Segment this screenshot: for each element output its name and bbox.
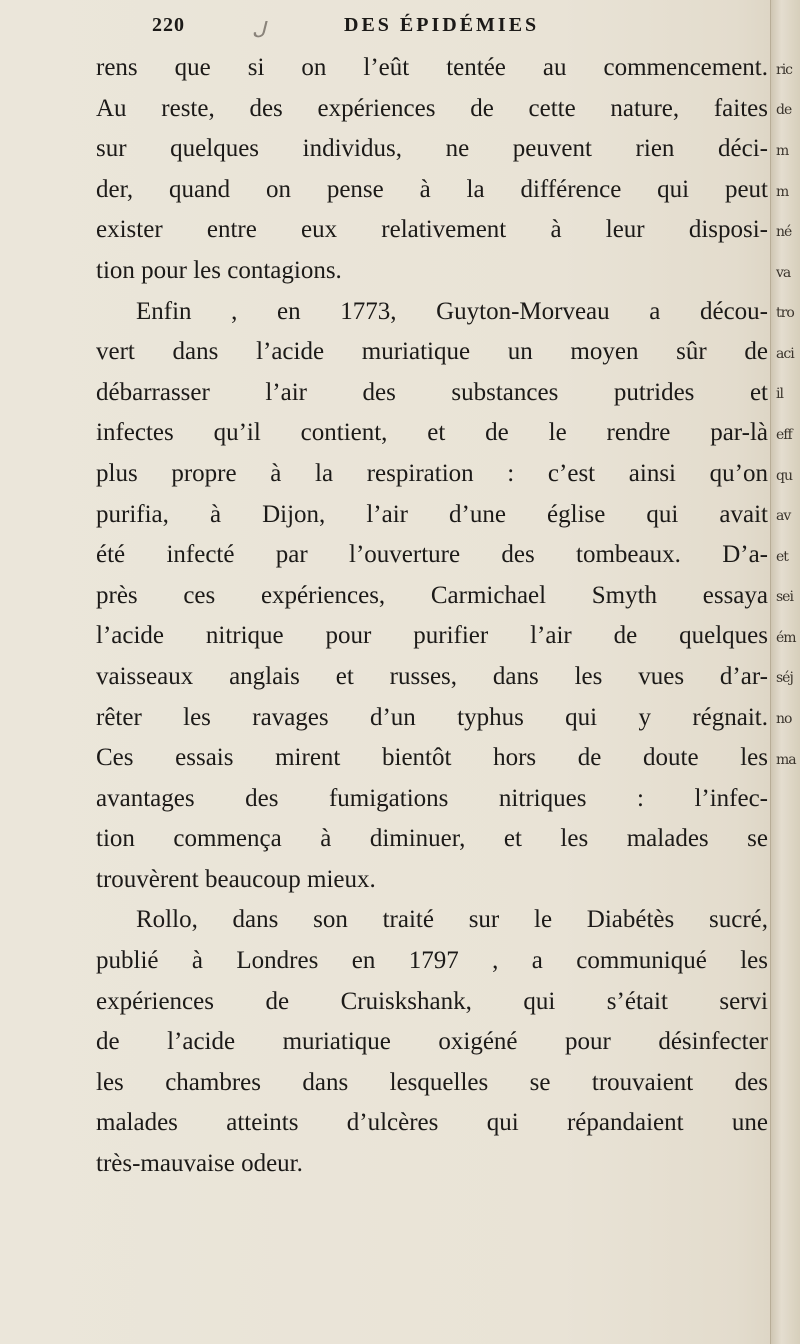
bleed-fragment: tro [776,305,794,321]
bleed-fragment: qu [776,468,792,484]
text-line: tion commença à diminuer, et les malades se [96,825,768,853]
text-line: vert dans l’acide muriatique un moyen sûr de [96,338,768,366]
body-text [96,48,768,1185]
bleed-fragment: et [776,549,788,565]
bleed-fragment: il [776,386,783,402]
bleed-fragment: séj [776,670,793,686]
bleed-fragment: sei [776,589,793,605]
page-header [152,8,752,44]
text-line: sur quelques individus, ne peuvent rien déci- [96,135,768,163]
bleed-fragment: aci [776,346,794,362]
text-line: été infecté par l’ouverture des tombeaux. D’a- [96,541,768,569]
bleed-fragment: de [776,102,792,118]
bleed-fragment: no [776,711,792,727]
text-line: expériences de Cruiskshank, qui s’était servi [96,987,768,1015]
text-line: Rollo, dans son traité sur le Diabétès sucré, [136,906,768,934]
text-line: l’acide nitrique pour purifier l’air de quelques [96,622,768,650]
running-head: DES ÉPIDÉMIES [344,14,540,36]
text-line: de l’acide muriatique oxigéné pour désinfecter [96,1028,768,1056]
text-line: tion pour les contagions. [96,256,342,284]
page-number: 220 [152,14,185,36]
bleed-fragment: av [776,508,791,524]
text-line: près ces expériences, Carmichael Smyth essaya [96,581,768,609]
text-line: rens que si on l’eût tentée au commencement. [96,54,768,81]
bleed-fragment: va [776,265,791,281]
ink-mark: ᒍ [252,18,266,43]
text-line: vaisseaux anglais et russes, dans les vues d’ar- [96,662,768,690]
bleed-fragment: m [776,143,789,159]
text-line: très-mauvaise odeur. [96,1150,303,1178]
bleed-fragment: ém [776,630,796,646]
text-line: Enfin , en 1773, Guyton-Morveau a décou- [136,297,768,325]
text-line: malades atteints d’ulcères qui répandaient une [96,1109,768,1137]
text-line: der, quand on pense à la différence qui peut [96,175,768,203]
text-line: Ces essais mirent bientôt hors de doute les [96,744,768,772]
text-line: trouvèrent beaucoup mieux. [96,865,376,893]
bleed-fragment: eff [776,427,792,443]
text-line: purifia, à Dijon, l’air d’une église qui avait [96,500,768,528]
bleed-fragment: né [776,224,792,240]
text-line: publié à Londres en 1797 , a communiqué les [96,947,768,975]
bleed-fragment: ric [776,62,793,78]
bleed-fragment: ma [776,752,796,768]
text-line: débarrasser l’air des substances putrides et [96,378,768,406]
text-line: avantages des fumigations nitriques : l’infec- [96,784,768,812]
text-line: plus propre à la respiration : c’est ainsi qu’on [96,459,768,487]
text-line: infectes qu’il contient, et de le rendre par-là [96,419,768,447]
text-line: Au reste, des expériences de cette nature, faites [96,94,768,122]
text-line: rêter les ravages d’un typhus qui y régnait. [96,703,768,731]
text-line: les chambres dans lesquelles se trouvaient des [96,1068,768,1096]
bleed-fragment: m [776,184,789,200]
text-line: exister entre eux relativement à leur disposi- [96,216,768,244]
